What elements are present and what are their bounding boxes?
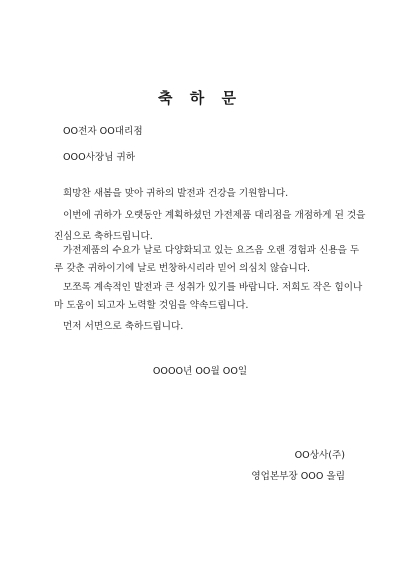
body-paragraph-2-line-1: 이번에 귀하가 오랫동안 계획하셨던 가전제품 대리점을 개점하게 된 것을 (63, 210, 366, 221)
body-paragraph-3-line-2: 루 갖춘 귀하이기에 날로 번창하시리라 믿어 의심치 않습니다. (54, 263, 311, 274)
body-paragraph-1-line-1: 희망찬 새봄을 맞아 귀하의 발전과 건강을 기원합니다. (63, 188, 289, 199)
body-paragraph-4-line-2: 마 도움이 되고자 노력할 것임을 약속드립니다. (54, 300, 249, 311)
letter-date: OOOO년 OO월 OO일 (152, 366, 248, 377)
document-title: 축 하 문 (158, 89, 242, 107)
body-paragraph-2-line-2: 진심으로 축하드립니다. (54, 231, 153, 242)
body-paragraph-4-line-1: 모쪼록 계속적인 발전과 큰 성취가 있기를 바랍니다. 저희도 작은 힘이나 (63, 282, 363, 293)
recipient-person: OOO사장님 귀하 (63, 152, 136, 163)
sender-person: 영업본부장 OOO 올림 (251, 471, 345, 482)
sender-company: OO상사(주) (294, 450, 345, 461)
recipient-company: OO전자 OO대리점 (63, 126, 143, 137)
body-paragraph-5-line-1: 먼저 서면으로 축하드립니다. (63, 321, 184, 332)
body-paragraph-3-line-1: 가전제품의 수요가 날로 다양화되고 있는 요즈음 오랜 경험과 신용을 두 (63, 245, 360, 256)
